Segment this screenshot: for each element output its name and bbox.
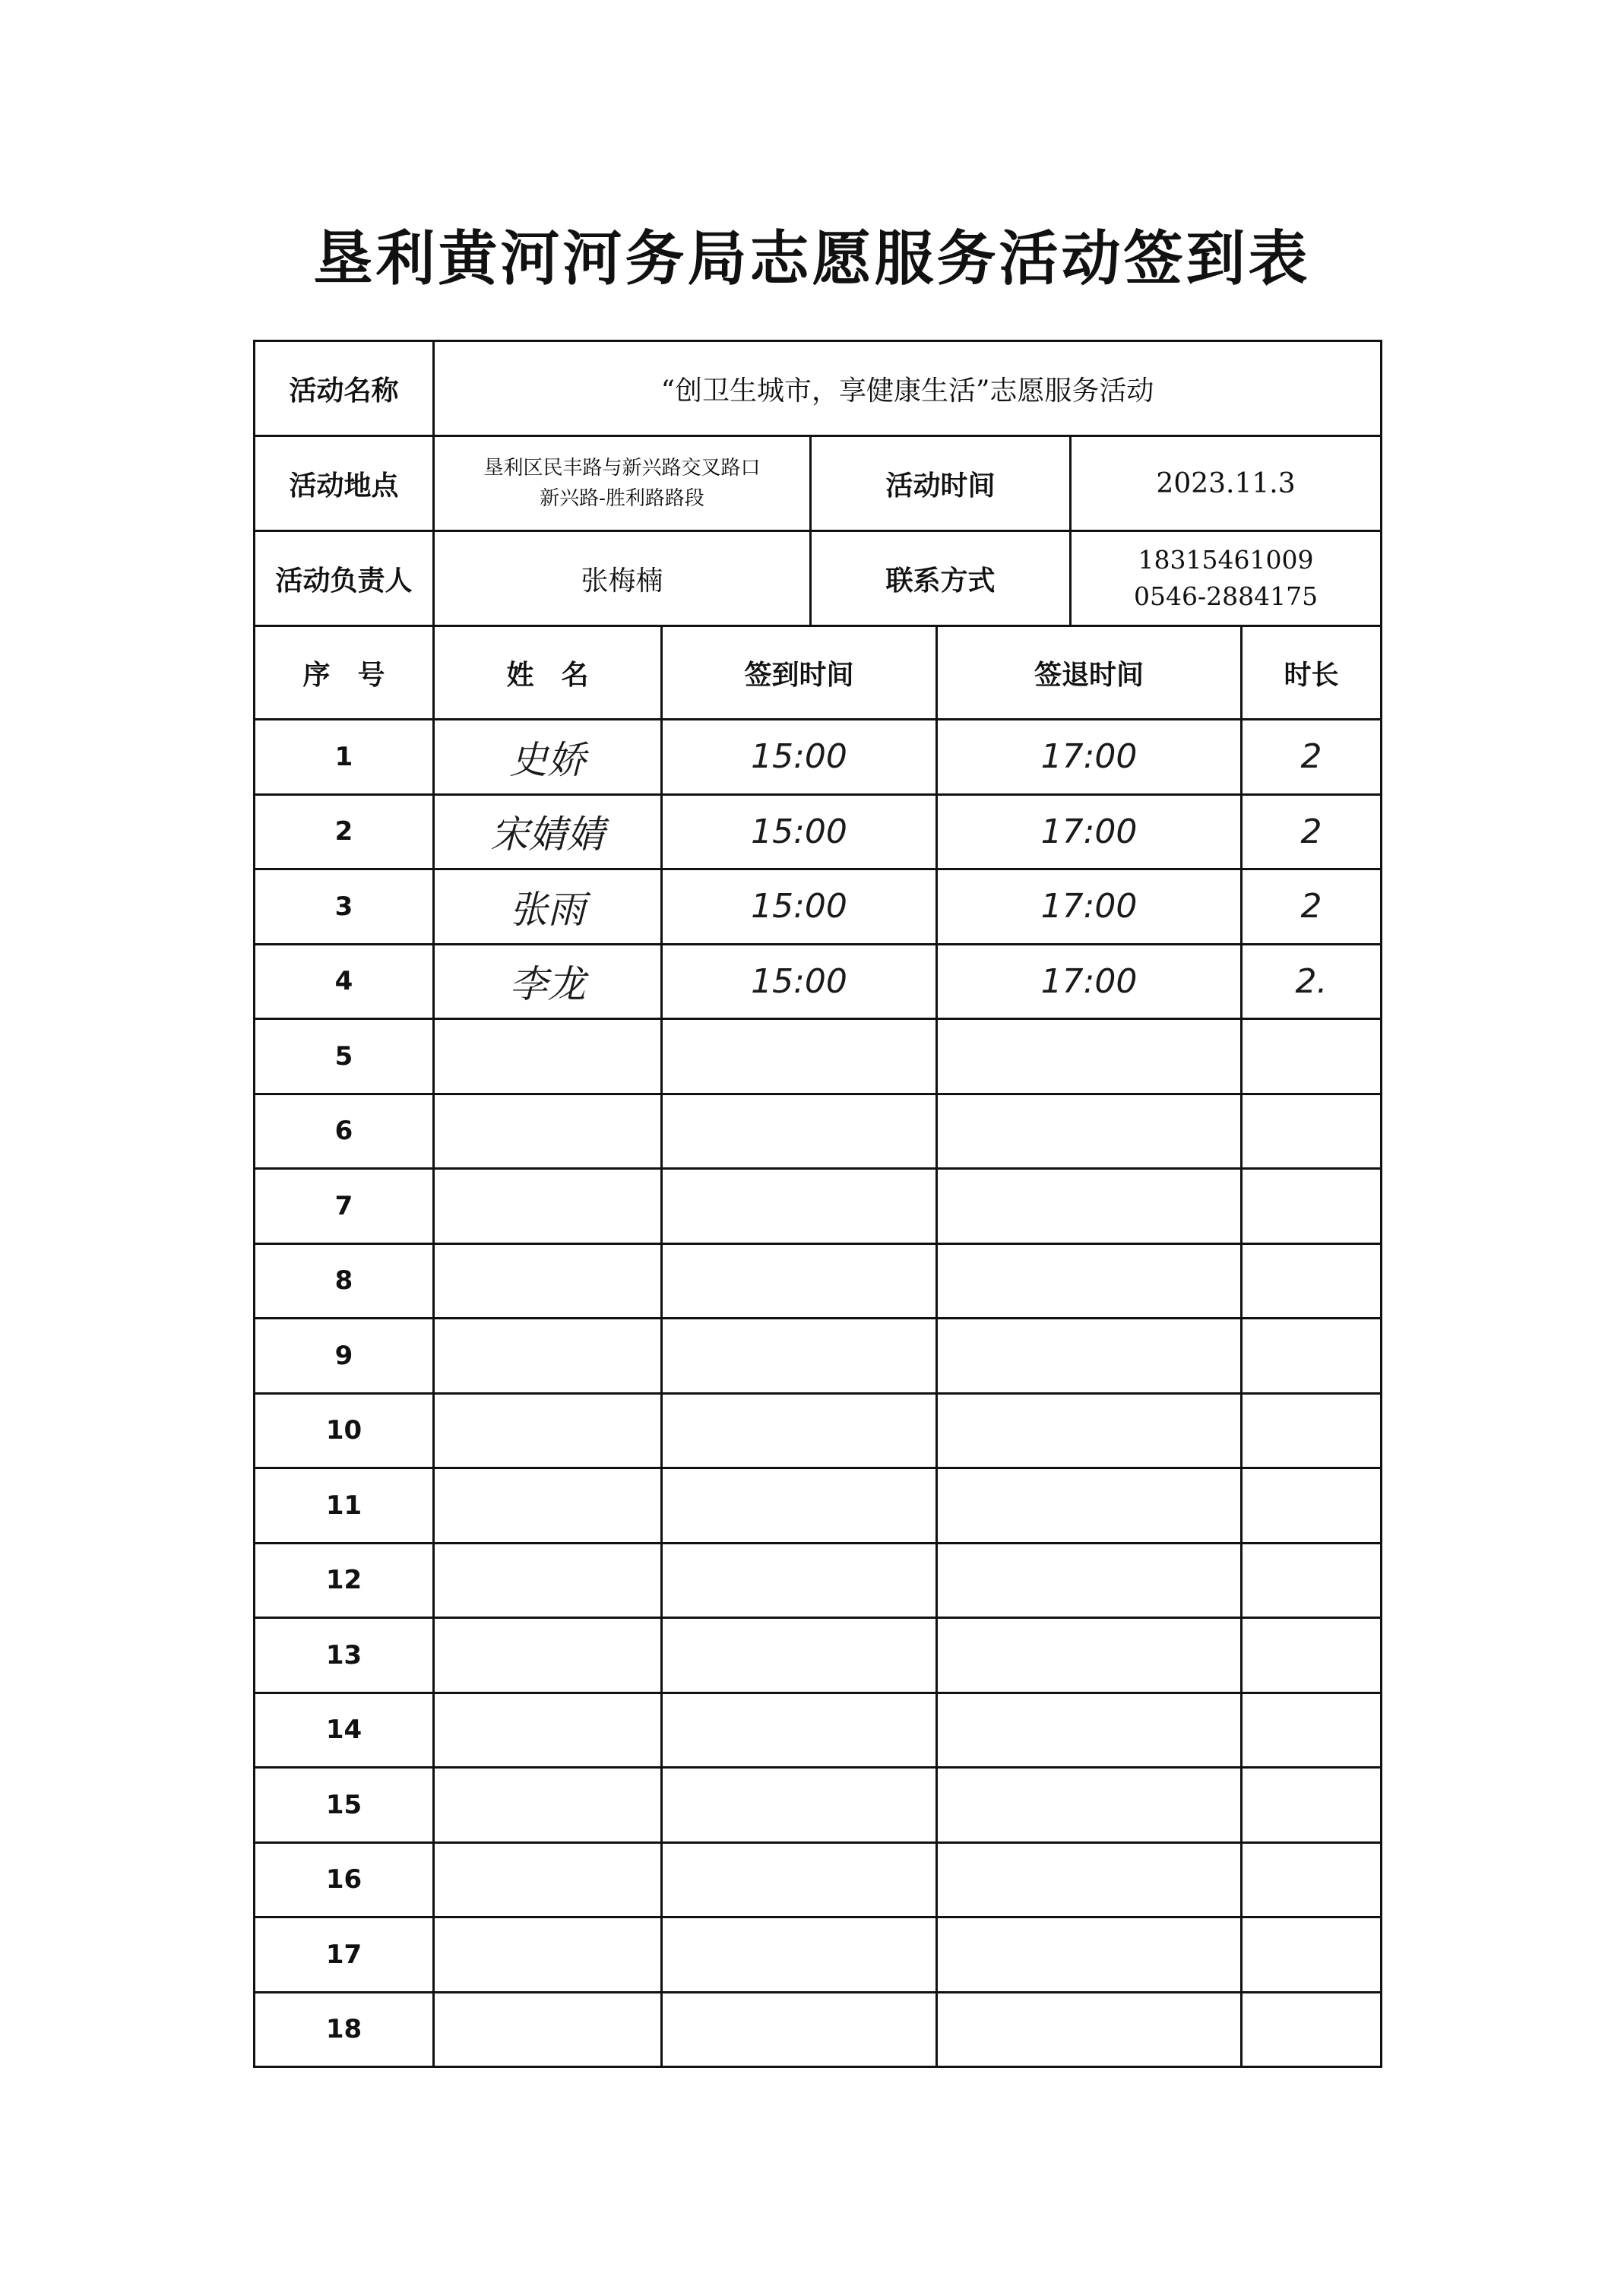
row-index: 9 (255, 1319, 434, 1394)
row-checkout (937, 1169, 1242, 1244)
row-checkin (662, 1992, 937, 2067)
activity-name-label: 活动名称 (255, 341, 434, 436)
row-duration (1242, 1693, 1382, 1768)
col-header-name: 姓 名 (434, 626, 662, 720)
table-row (255, 869, 1382, 945)
col-header-index: 序 号 (255, 626, 434, 720)
table-row (255, 1243, 1382, 1319)
table-row (255, 1917, 1382, 1993)
page-title: 垦利黄河河务局志愿服务活动签到表 (313, 225, 1311, 293)
row-name (434, 1393, 662, 1468)
table-row (255, 1019, 1382, 1094)
activity-name-row (255, 341, 1382, 436)
time-label: 活动时间 (811, 436, 1071, 531)
row-checkin (662, 1019, 937, 1094)
row-checkout (937, 1693, 1242, 1768)
row-checkout (937, 1468, 1242, 1544)
row-index: 15 (255, 1768, 434, 1843)
row-index: 2 (255, 794, 434, 869)
row-duration (1242, 1618, 1382, 1693)
row-checkin: 15:00 (662, 794, 937, 869)
row-checkin (662, 1917, 937, 1993)
row-name (434, 1319, 662, 1394)
table-row (255, 1468, 1382, 1544)
table-row (255, 1393, 1382, 1468)
row-duration (1242, 1243, 1382, 1319)
row-name (434, 1992, 662, 2067)
table-row (255, 1992, 1382, 2067)
row-name (434, 1618, 662, 1693)
row-checkout: 17:00 (937, 869, 1242, 945)
row-checkout (937, 1243, 1242, 1319)
row-name (434, 1693, 662, 1768)
contact-value (1071, 531, 1382, 626)
leader-contact-row (255, 531, 1382, 626)
row-index: 16 (255, 1842, 434, 1917)
row-name: 宋婧婧 (434, 794, 662, 869)
col-header-checkin: 签到时间 (662, 626, 937, 720)
row-checkin (662, 1393, 937, 1468)
row-name (434, 1768, 662, 1843)
row-index: 17 (255, 1917, 434, 1993)
signin-table (253, 340, 1382, 2068)
row-index: 14 (255, 1693, 434, 1768)
row-name: 史娇 (434, 720, 662, 795)
col-header-checkout: 签退时间 (937, 626, 1242, 720)
row-name: 李龙 (434, 944, 662, 1019)
row-name: 张雨 (434, 869, 662, 945)
row-index: 10 (255, 1393, 434, 1468)
table-row (255, 794, 1382, 869)
leader-label: 活动负责人 (255, 531, 434, 626)
row-checkout (937, 1319, 1242, 1394)
location-time-row (255, 436, 1382, 531)
row-duration (1242, 1543, 1382, 1618)
leader-value: 张梅楠 (434, 531, 811, 626)
row-duration: 2 (1242, 720, 1382, 795)
row-checkout: 17:00 (937, 944, 1242, 1019)
row-index: 4 (255, 944, 434, 1019)
row-duration (1242, 1992, 1382, 2067)
table-row (255, 1693, 1382, 1768)
row-index: 18 (255, 1992, 434, 2067)
row-checkin (662, 1618, 937, 1693)
row-checkin (662, 1543, 937, 1618)
row-name (434, 1094, 662, 1169)
row-checkin (662, 1169, 937, 1244)
row-index: 11 (255, 1468, 434, 1544)
row-duration (1242, 1917, 1382, 1993)
row-checkin (662, 1842, 937, 1917)
row-name (434, 1543, 662, 1618)
row-checkout (937, 1992, 1242, 2067)
table-row (255, 720, 1382, 795)
row-index: 3 (255, 869, 434, 945)
row-checkin (662, 1243, 937, 1319)
row-duration (1242, 1019, 1382, 1094)
row-checkin (662, 1319, 937, 1394)
row-name (434, 1468, 662, 1544)
contact-phone-2: 0546-2884175 (1133, 581, 1319, 611)
row-duration (1242, 1468, 1382, 1544)
row-index: 5 (255, 1019, 434, 1094)
row-duration (1242, 1768, 1382, 1843)
row-index: 7 (255, 1169, 434, 1244)
row-duration (1242, 1842, 1382, 1917)
table-row (255, 944, 1382, 1019)
row-checkout: 17:00 (937, 720, 1242, 795)
row-checkin: 15:00 (662, 720, 937, 795)
column-header-row (255, 626, 1382, 720)
row-name (434, 1169, 662, 1244)
row-index: 12 (255, 1543, 434, 1618)
row-checkout (937, 1543, 1242, 1618)
row-duration: 2. (1242, 944, 1382, 1019)
row-checkout: 17:00 (937, 794, 1242, 869)
table-row (255, 1543, 1382, 1618)
row-checkout (937, 1618, 1242, 1693)
row-name (434, 1243, 662, 1319)
row-checkout (937, 1842, 1242, 1917)
contact-label: 联系方式 (811, 531, 1071, 626)
row-checkin (662, 1094, 937, 1169)
location-label: 活动地点 (255, 436, 434, 531)
col-header-duration: 时长 (1242, 626, 1382, 720)
activity-name-value: “创卫生城市，享健康生活”志愿服务活动 (434, 341, 1382, 436)
row-checkout (937, 1917, 1242, 1993)
location-line-1: 垦利区民丰路与新兴路交叉路口 (483, 457, 761, 480)
row-checkin: 15:00 (662, 944, 937, 1019)
row-duration (1242, 1319, 1382, 1394)
row-duration (1242, 1393, 1382, 1468)
row-duration (1242, 1169, 1382, 1244)
row-index: 13 (255, 1618, 434, 1693)
row-checkout (937, 1393, 1242, 1468)
location-line-2: 新兴路-胜利路路段 (540, 487, 704, 510)
table-row (255, 1169, 1382, 1244)
row-index: 1 (255, 720, 434, 795)
row-name (434, 1019, 662, 1094)
table-row (255, 1319, 1382, 1394)
row-checkin (662, 1693, 937, 1768)
row-name (434, 1917, 662, 1993)
table-row (255, 1768, 1382, 1843)
row-checkout (937, 1094, 1242, 1169)
row-checkin: 15:00 (662, 869, 937, 945)
table-row (255, 1618, 1382, 1693)
row-checkout (937, 1768, 1242, 1843)
row-checkout (937, 1019, 1242, 1094)
row-index: 6 (255, 1094, 434, 1169)
row-checkin (662, 1468, 937, 1544)
row-duration (1242, 1094, 1382, 1169)
row-duration: 2 (1242, 794, 1382, 869)
contact-phone-1: 18315461009 (1138, 545, 1314, 575)
location-value (434, 436, 811, 531)
row-checkin (662, 1768, 937, 1843)
row-duration: 2 (1242, 869, 1382, 945)
time-value: 2023.11.3 (1071, 436, 1382, 531)
table-row (255, 1842, 1382, 1917)
row-name (434, 1842, 662, 1917)
row-index: 8 (255, 1243, 434, 1319)
table-row (255, 1094, 1382, 1169)
